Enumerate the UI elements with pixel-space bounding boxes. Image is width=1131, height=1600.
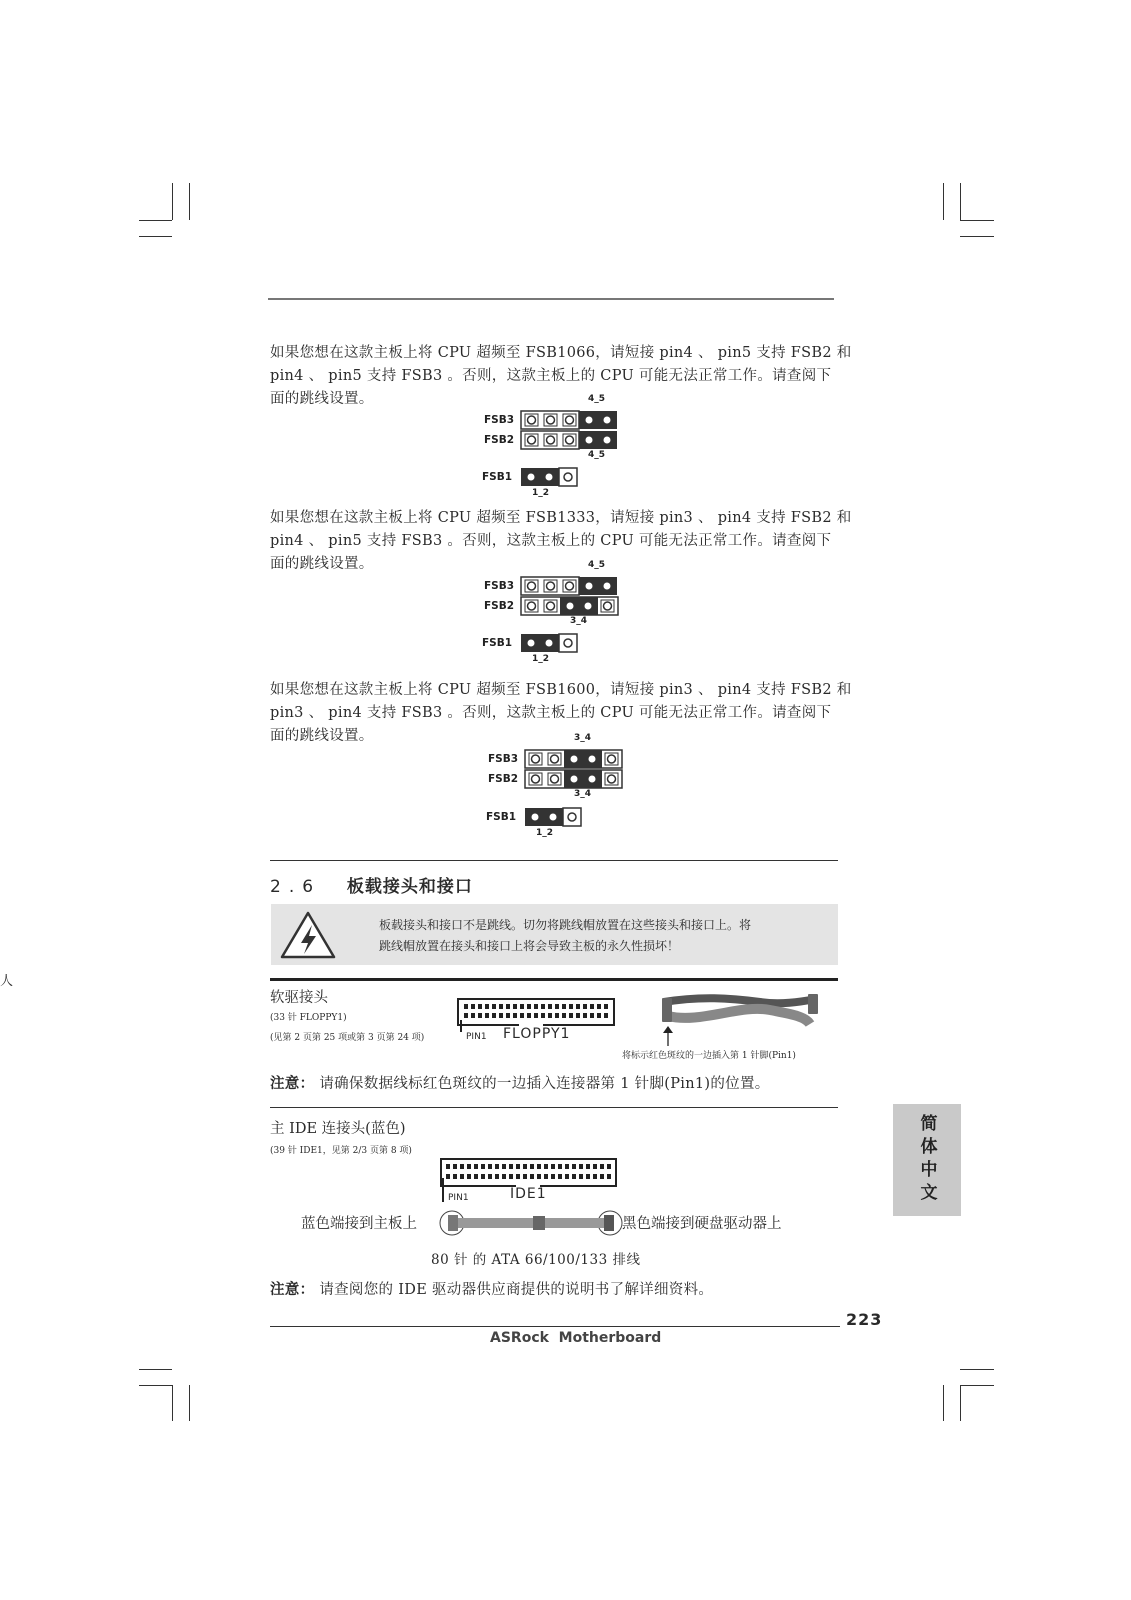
ide-pin-label: PIN1: [448, 1193, 469, 1203]
fsb3-jumper: [524, 749, 624, 769]
section-title: 板载接头和接口: [346, 877, 473, 897]
floppy-cable-note: 将标示红色斑纹的一边插入第 1 针脚(Pin1): [622, 1051, 796, 1061]
header-rule: [268, 298, 834, 300]
mid-pin-label: 4_5: [588, 450, 606, 460]
top-pin-label: 4_5: [588, 394, 606, 404]
note-text: 请确保数据线标红色斑纹的一边插入连接器第 1 针脚(Pin1)的位置。: [319, 1076, 770, 1092]
bottom-pin-label: 1_2: [536, 828, 554, 838]
ide-cable-image: [438, 1209, 626, 1237]
paragraph-line: 面的跳线设置。: [270, 391, 374, 407]
fsb2-jumper: [520, 430, 620, 450]
fsb2-label: FSB2: [484, 434, 515, 446]
fsb2-label: FSB2: [484, 600, 515, 612]
floppy-cable-image: [660, 994, 820, 1030]
paragraph-line: 如果您想在这款主板上将 CPU 超频至 FSB1333，请短接 pin3 、 pin4 支持 FSB2 和: [270, 510, 852, 526]
paragraph-line: pin4 、 pin5 支持 FSB3 。否则，这款主板上的 CPU 可能无法正常工作。请查阅下: [270, 533, 832, 549]
fsb2-label: FSB2: [488, 773, 519, 785]
ide-sub: (39 针 IDE1，见第 2/3 页第 8 项): [270, 1146, 412, 1156]
fsb1-jumper: [524, 807, 584, 827]
note-prefix: 注意：: [270, 1282, 315, 1298]
jumper-diagram-3: [484, 731, 644, 841]
language-sidebar-tab: [893, 1104, 961, 1216]
page-number: 223: [846, 1310, 883, 1329]
fsb3-jumper: [520, 410, 620, 430]
divider-rule: [270, 1107, 838, 1108]
fsb2-jumper: [524, 769, 624, 789]
ide-blue-end-label: 蓝色端接到主板上: [301, 1216, 417, 1232]
arrow-up-icon: [663, 1026, 673, 1046]
paragraph-line: 如果您想在这款主板上将 CPU 超频至 FSB1066，请短接 pin4 、 pin5 支持 FSB2 和: [270, 345, 852, 361]
paragraph-line: pin3 、 pin4 支持 FSB3 。否则，这款主板上的 CPU 可能无法正常工作。请查阅下: [270, 705, 832, 721]
note-text: 请查阅您的 IDE 驱动器供应商提供的说明书了解详细资料。: [319, 1282, 714, 1298]
top-pin-label: 3_4: [574, 733, 592, 743]
fsb1-jumper: [520, 633, 580, 653]
bottom-pin-label: 1_2: [532, 654, 550, 664]
floppy-sub-2: (见第 2 页第 25 项或第 3 页第 24 项): [270, 1033, 425, 1043]
ide-cable-caption: 80 针 的 ATA 66/100/133 排线: [431, 1252, 641, 1268]
paragraph-line: pin4 、 pin5 支持 FSB3 。否则，这款主板上的 CPU 可能无法正常工作。请查阅下: [270, 368, 832, 384]
footer-brand: ASRock Motherboard: [490, 1330, 662, 1346]
ide-note: [270, 1278, 713, 1299]
jumper-diagram-2: [480, 558, 640, 668]
fsb3-jumper: [520, 576, 620, 596]
fsb2-jumper: [520, 596, 620, 616]
note-prefix: 注意：: [270, 1076, 315, 1092]
ide-connector-label: IDE1: [510, 1186, 547, 1202]
margin-char: 人: [0, 974, 14, 989]
floppy-sub-1: (33 针 FLOPPY1): [270, 1013, 347, 1023]
fsb1-jumper: [520, 467, 580, 487]
section-number: 2.6: [270, 877, 322, 897]
floppy-connector-label: FLOPPY1: [503, 1026, 571, 1042]
fsb1-label: FSB1: [486, 811, 517, 823]
paragraph-line: 如果您想在这款主板上将 CPU 超频至 FSB1600，请短接 pin3 、 pin4 支持 FSB2 和: [270, 682, 852, 698]
fsb3-label: FSB3: [484, 580, 515, 592]
paragraph-line: 面的跳线设置。: [270, 556, 374, 572]
bottom-pin-label: 1_2: [532, 488, 550, 498]
fsb3-label: FSB3: [488, 753, 519, 765]
section-heading: [270, 872, 473, 897]
floppy-pin-label: PIN1: [466, 1032, 487, 1042]
fsb1-label: FSB1: [482, 637, 513, 649]
warning-box: [271, 904, 838, 965]
mid-pin-label: 3_4: [570, 616, 588, 626]
floppy-note: [270, 1072, 770, 1093]
floppy-title: 软驱接头: [270, 990, 328, 1006]
warning-line-1: 板载接头和接口不是跳线。切勿将跳线帽放置在这些接头和接口上。将: [379, 918, 752, 932]
warning-icon: [279, 910, 337, 960]
language-label: 简体中文: [916, 1114, 937, 1206]
thick-rule: [270, 978, 838, 981]
section-rule: [270, 860, 838, 861]
top-pin-label: 4_5: [588, 560, 606, 570]
paragraph-line: 面的跳线设置。: [270, 728, 374, 744]
ide-title: 主 IDE 连接头(蓝色): [270, 1121, 406, 1137]
fsb1-label: FSB1: [482, 471, 513, 483]
fsb3-label: FSB3: [484, 414, 515, 426]
footer-rule: [270, 1326, 840, 1327]
jumper-diagram-1: [480, 392, 640, 502]
ide-black-end-label: 黑色端接到硬盘驱动器上: [622, 1216, 782, 1232]
mid-pin-label: 3_4: [574, 789, 592, 799]
warning-line-2: 跳线帽放置在接头和接口上将会导致主板的永久性损坏！: [379, 939, 680, 953]
